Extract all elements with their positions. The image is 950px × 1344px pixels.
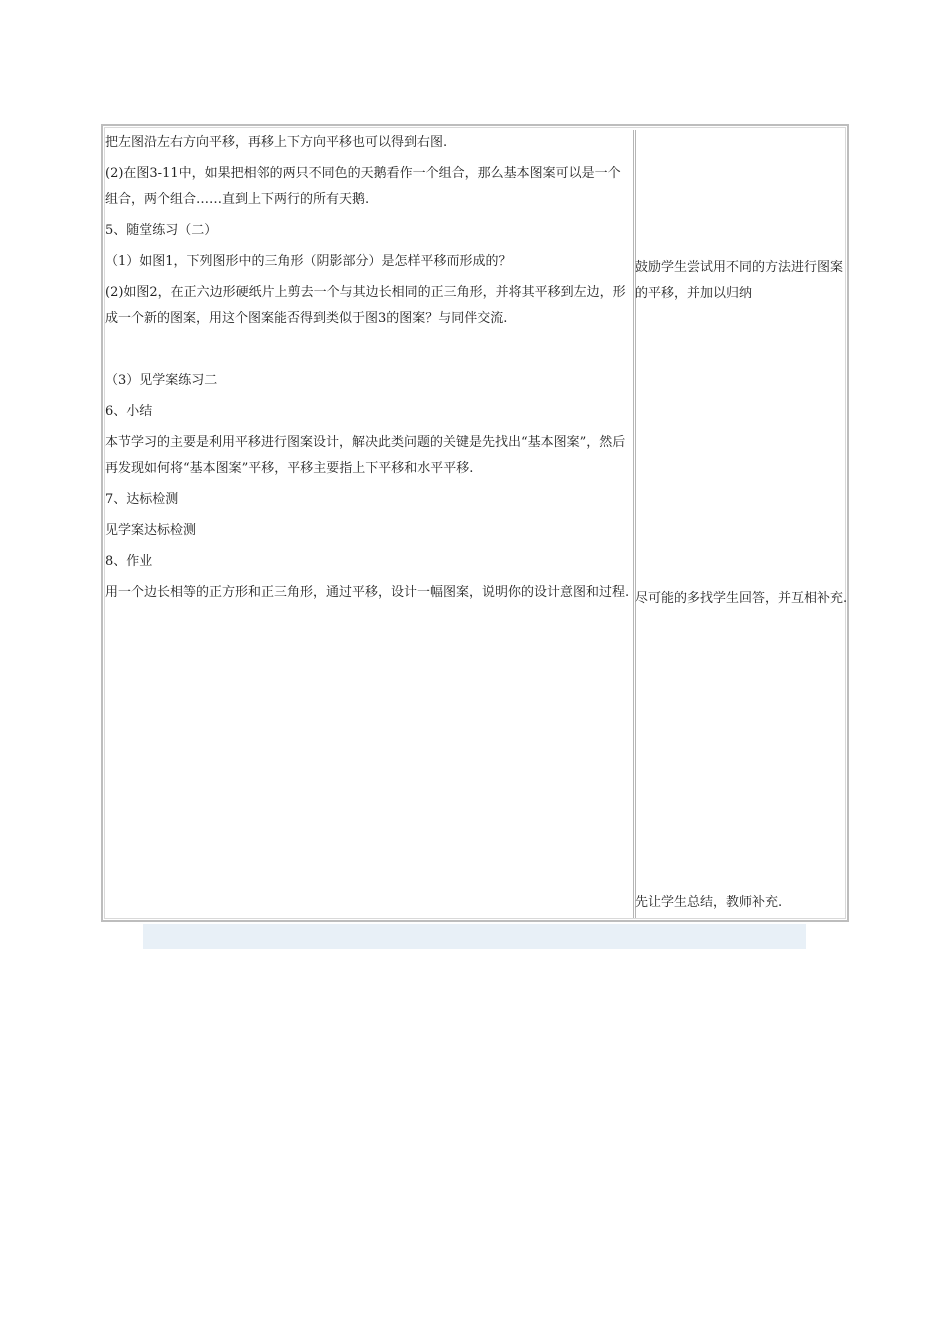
lesson-table <box>101 124 849 922</box>
practice-question-1: （1）如图1，下列图形中的三角形（阴影部分）是怎样平移而形成的？ <box>105 254 512 269</box>
assessment-text: 见学案达标检测 <box>105 523 197 538</box>
teaching-notes-cell <box>635 130 849 918</box>
paragraph-swan-combination: (2)在图3-11中，如果把相邻的两只不同色的天鹅看作一个组合，那么基本图案可以是一个组合，两个组合……直到上下两行的所有天鹅. <box>105 166 621 207</box>
paragraph-translation-note: 把左图沿左右方向平移，再移上下方向平移也可以得到右图. <box>105 135 448 150</box>
summary-text: 本节学习的主要是利用平移进行图案设计，解决此类问题的关键是先找出“基本图案”，然后再发现如何将“基本图案”平移，平移主要指上下平移和水平平移. <box>105 435 626 476</box>
practice-question-3: （3）见学案练习二 <box>105 373 218 388</box>
footer-band <box>143 924 806 949</box>
lesson-content-cell <box>105 130 633 611</box>
homework-text: 用一个边长相等的正方形和正三角形，通过平移，设计一幅图案，说明你的设计意图和过程. <box>105 585 630 600</box>
practice-question-2: (2)如图2，在正六边形硬纸片上剪去一个与其边长相同的正三角形，并将其平移到左边，形成一个新的图案，用这个图案能否得到类似于图3的图案？与同伴交流. <box>105 285 626 326</box>
teaching-note-1: 鼓励学生尝试用不同的方法进行图案的平移，并加以归纳 <box>635 260 844 301</box>
section-heading-practice: 5、随堂练习（二） <box>105 223 218 238</box>
section-heading-homework: 8、作业 <box>105 554 153 569</box>
teaching-note-3: 先让学生总结，教师补充. <box>635 895 783 910</box>
teaching-note-2: 尽可能的多找学生回答，并互相补充. <box>635 591 848 606</box>
section-heading-summary: 6、小结 <box>105 404 153 419</box>
section-heading-assessment: 7、达标检测 <box>105 492 179 507</box>
spacer <box>105 337 633 368</box>
